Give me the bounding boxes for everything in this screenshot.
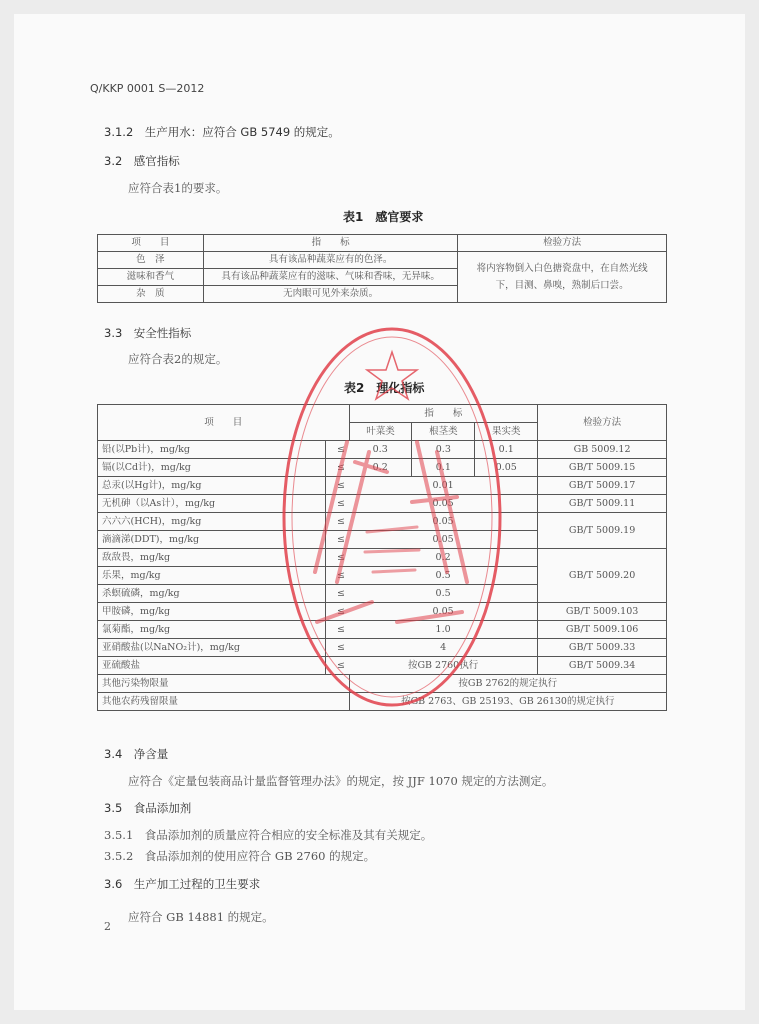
t2-le: ≤ <box>325 639 349 657</box>
section-3-2-heading: 3.2 感官指标 <box>104 154 180 168</box>
t1-method <box>458 252 667 303</box>
t2-method: GB/T 5009.15 <box>538 459 667 477</box>
t2-le: ≤ <box>325 549 349 567</box>
table-row <box>98 549 667 567</box>
t2-val: 0.3 <box>412 441 475 459</box>
t1-method-line: 下，目测、鼻嗅，熟制后口尝。 <box>495 280 629 291</box>
t2-val: 按GB 2760执行 <box>349 657 538 675</box>
t2-method: GB/T 5009.33 <box>538 639 667 657</box>
t2-val: 0.05 <box>349 513 538 531</box>
t2-sub-leafy: 叶菜类 <box>349 423 412 441</box>
table2-caption: 表2 理化指标 <box>344 381 425 395</box>
section-3-2-text: 应符合表1的要求。 <box>128 181 228 195</box>
t2-val: 0.05 <box>349 495 538 513</box>
t1-spec: 具有该品种蔬菜应有的色泽。 <box>203 252 458 269</box>
t2-item: 其他污染物限量 <box>98 675 350 693</box>
section-3-5-2: 3.5.2 食品添加剂的使用应符合 GB 2760 的规定。 <box>104 849 376 863</box>
t1-col-item: 项 目 <box>98 235 204 252</box>
table1-caption: 表1 感官要求 <box>343 210 424 224</box>
t2-method: GB/T 5009.19 <box>538 513 667 549</box>
table-row <box>98 441 667 459</box>
table-row <box>98 693 667 711</box>
t2-item: 甲胺磷，mg/kg <box>98 603 326 621</box>
section-3-4-text: 应符合《定量包装商品计量监督管理办法》的规定，按 JJF 1070 规定的方法测定。 <box>128 774 554 788</box>
t1-spec: 具有该品种蔬菜应有的滋味、气味和香味，无异味。 <box>203 269 458 286</box>
t2-method: GB/T 5009.106 <box>538 621 667 639</box>
t2-method: GB/T 5009.20 <box>538 549 667 603</box>
t1-item: 滋味和香气 <box>98 269 204 286</box>
t2-val: 0.1 <box>475 441 538 459</box>
table2 <box>97 404 667 711</box>
t2-item: 滴滴涕(DDT)，mg/kg <box>98 531 326 549</box>
t2-method: GB/T 5009.17 <box>538 477 667 495</box>
t1-col-method: 检验方法 <box>458 235 667 252</box>
table1-header-row <box>98 235 667 252</box>
t2-item: 亚硫酸盐 <box>98 657 326 675</box>
table-row <box>98 495 667 513</box>
t1-method-line: 将内容物倒入白色搪瓷盘中，在自然光线 <box>476 262 648 274</box>
table-row <box>98 639 667 657</box>
t2-le: ≤ <box>325 495 349 513</box>
t2-val: 0.05 <box>475 459 538 477</box>
t2-sub-fruit: 果实类 <box>475 423 538 441</box>
t2-col-method: 检验方法 <box>538 405 667 441</box>
t2-method: GB/T 5009.103 <box>538 603 667 621</box>
t2-val: 0.3 <box>349 441 412 459</box>
t1-item: 杂 质 <box>98 286 204 303</box>
t2-val: 0.05 <box>349 603 538 621</box>
t2-col-spec: 指 标 <box>349 405 538 423</box>
t2-item: 总汞(以Hg计)，mg/kg <box>98 477 326 495</box>
t2-item: 氯菊酯，mg/kg <box>98 621 326 639</box>
table-row <box>98 252 667 269</box>
section-3-3-heading: 3.3 安全性指标 <box>104 326 192 340</box>
table-row <box>98 621 667 639</box>
table-row <box>98 477 667 495</box>
t2-val: 0.1 <box>412 459 475 477</box>
t2-val: 0.05 <box>349 531 538 549</box>
table1 <box>97 234 667 303</box>
t2-le: ≤ <box>325 477 349 495</box>
t2-le: ≤ <box>325 657 349 675</box>
t2-le: ≤ <box>325 459 349 477</box>
section-3-6-heading: 3.6 生产加工过程的卫生要求 <box>104 877 261 891</box>
t2-item: 铅(以Pb计)，mg/kg <box>98 441 326 459</box>
t2-sub-root: 根茎类 <box>412 423 475 441</box>
t2-val: 0.2 <box>349 549 538 567</box>
section-3-3-text: 应符合表2的规定。 <box>128 352 228 366</box>
t2-le: ≤ <box>325 603 349 621</box>
t2-method: GB/T 5009.11 <box>538 495 667 513</box>
section-3-1-2: 3.1.2 生产用水：应符合 GB 5749 的规定。 <box>104 125 340 139</box>
t1-col-spec: 指 标 <box>203 235 458 252</box>
t2-le: ≤ <box>325 585 349 603</box>
t2-method: GB 5009.12 <box>538 441 667 459</box>
t2-val: 0.2 <box>349 459 412 477</box>
t2-le: ≤ <box>325 513 349 531</box>
t2-le: ≤ <box>325 531 349 549</box>
t1-spec: 无肉眼可见外来杂质。 <box>203 286 458 303</box>
table-row <box>98 657 667 675</box>
t2-val: 按GB 2763、GB 25193、GB 26130的规定执行 <box>349 693 666 711</box>
section-3-5-1: 3.5.1 食品添加剂的质量应符合相应的安全标准及其有关规定。 <box>104 828 433 842</box>
t2-item: 六六六(HCH)，mg/kg <box>98 513 326 531</box>
t2-val: 0.5 <box>349 567 538 585</box>
t2-le: ≤ <box>325 567 349 585</box>
page-number: 2 <box>104 920 111 933</box>
t2-item: 亚硝酸盐(以NaNO₂计)，mg/kg <box>98 639 326 657</box>
t2-le: ≤ <box>325 621 349 639</box>
t2-item: 其他农药残留限量 <box>98 693 350 711</box>
table-row <box>98 675 667 693</box>
t2-col-item: 项 目 <box>98 405 350 441</box>
t2-item: 镉(以Cd计)，mg/kg <box>98 459 326 477</box>
t1-item: 色 泽 <box>98 252 204 269</box>
section-3-5-heading: 3.5 食品添加剂 <box>104 801 192 815</box>
table-row <box>98 603 667 621</box>
t2-item: 杀螟硫磷，mg/kg <box>98 585 326 603</box>
t2-val: 0.01 <box>349 477 538 495</box>
t2-val: 按GB 2762的规定执行 <box>349 675 666 693</box>
t2-method: GB/T 5009.34 <box>538 657 667 675</box>
table2-header-row <box>98 405 667 423</box>
section-3-4-heading: 3.4 净含量 <box>104 747 169 761</box>
table-row <box>98 513 667 531</box>
t2-le: ≤ <box>325 441 349 459</box>
table-row <box>98 459 667 477</box>
t2-item: 敌敌畏，mg/kg <box>98 549 326 567</box>
t2-val: 4 <box>349 639 538 657</box>
t2-item: 乐果，mg/kg <box>98 567 326 585</box>
section-3-6-text: 应符合 GB 14881 的规定。 <box>128 910 274 924</box>
t2-val: 0.5 <box>349 585 538 603</box>
t2-val: 1.0 <box>349 621 538 639</box>
standard-header: Q/KKP 0001 S—2012 <box>90 82 205 95</box>
t2-item: 无机砷（以As计），mg/kg <box>98 495 326 513</box>
